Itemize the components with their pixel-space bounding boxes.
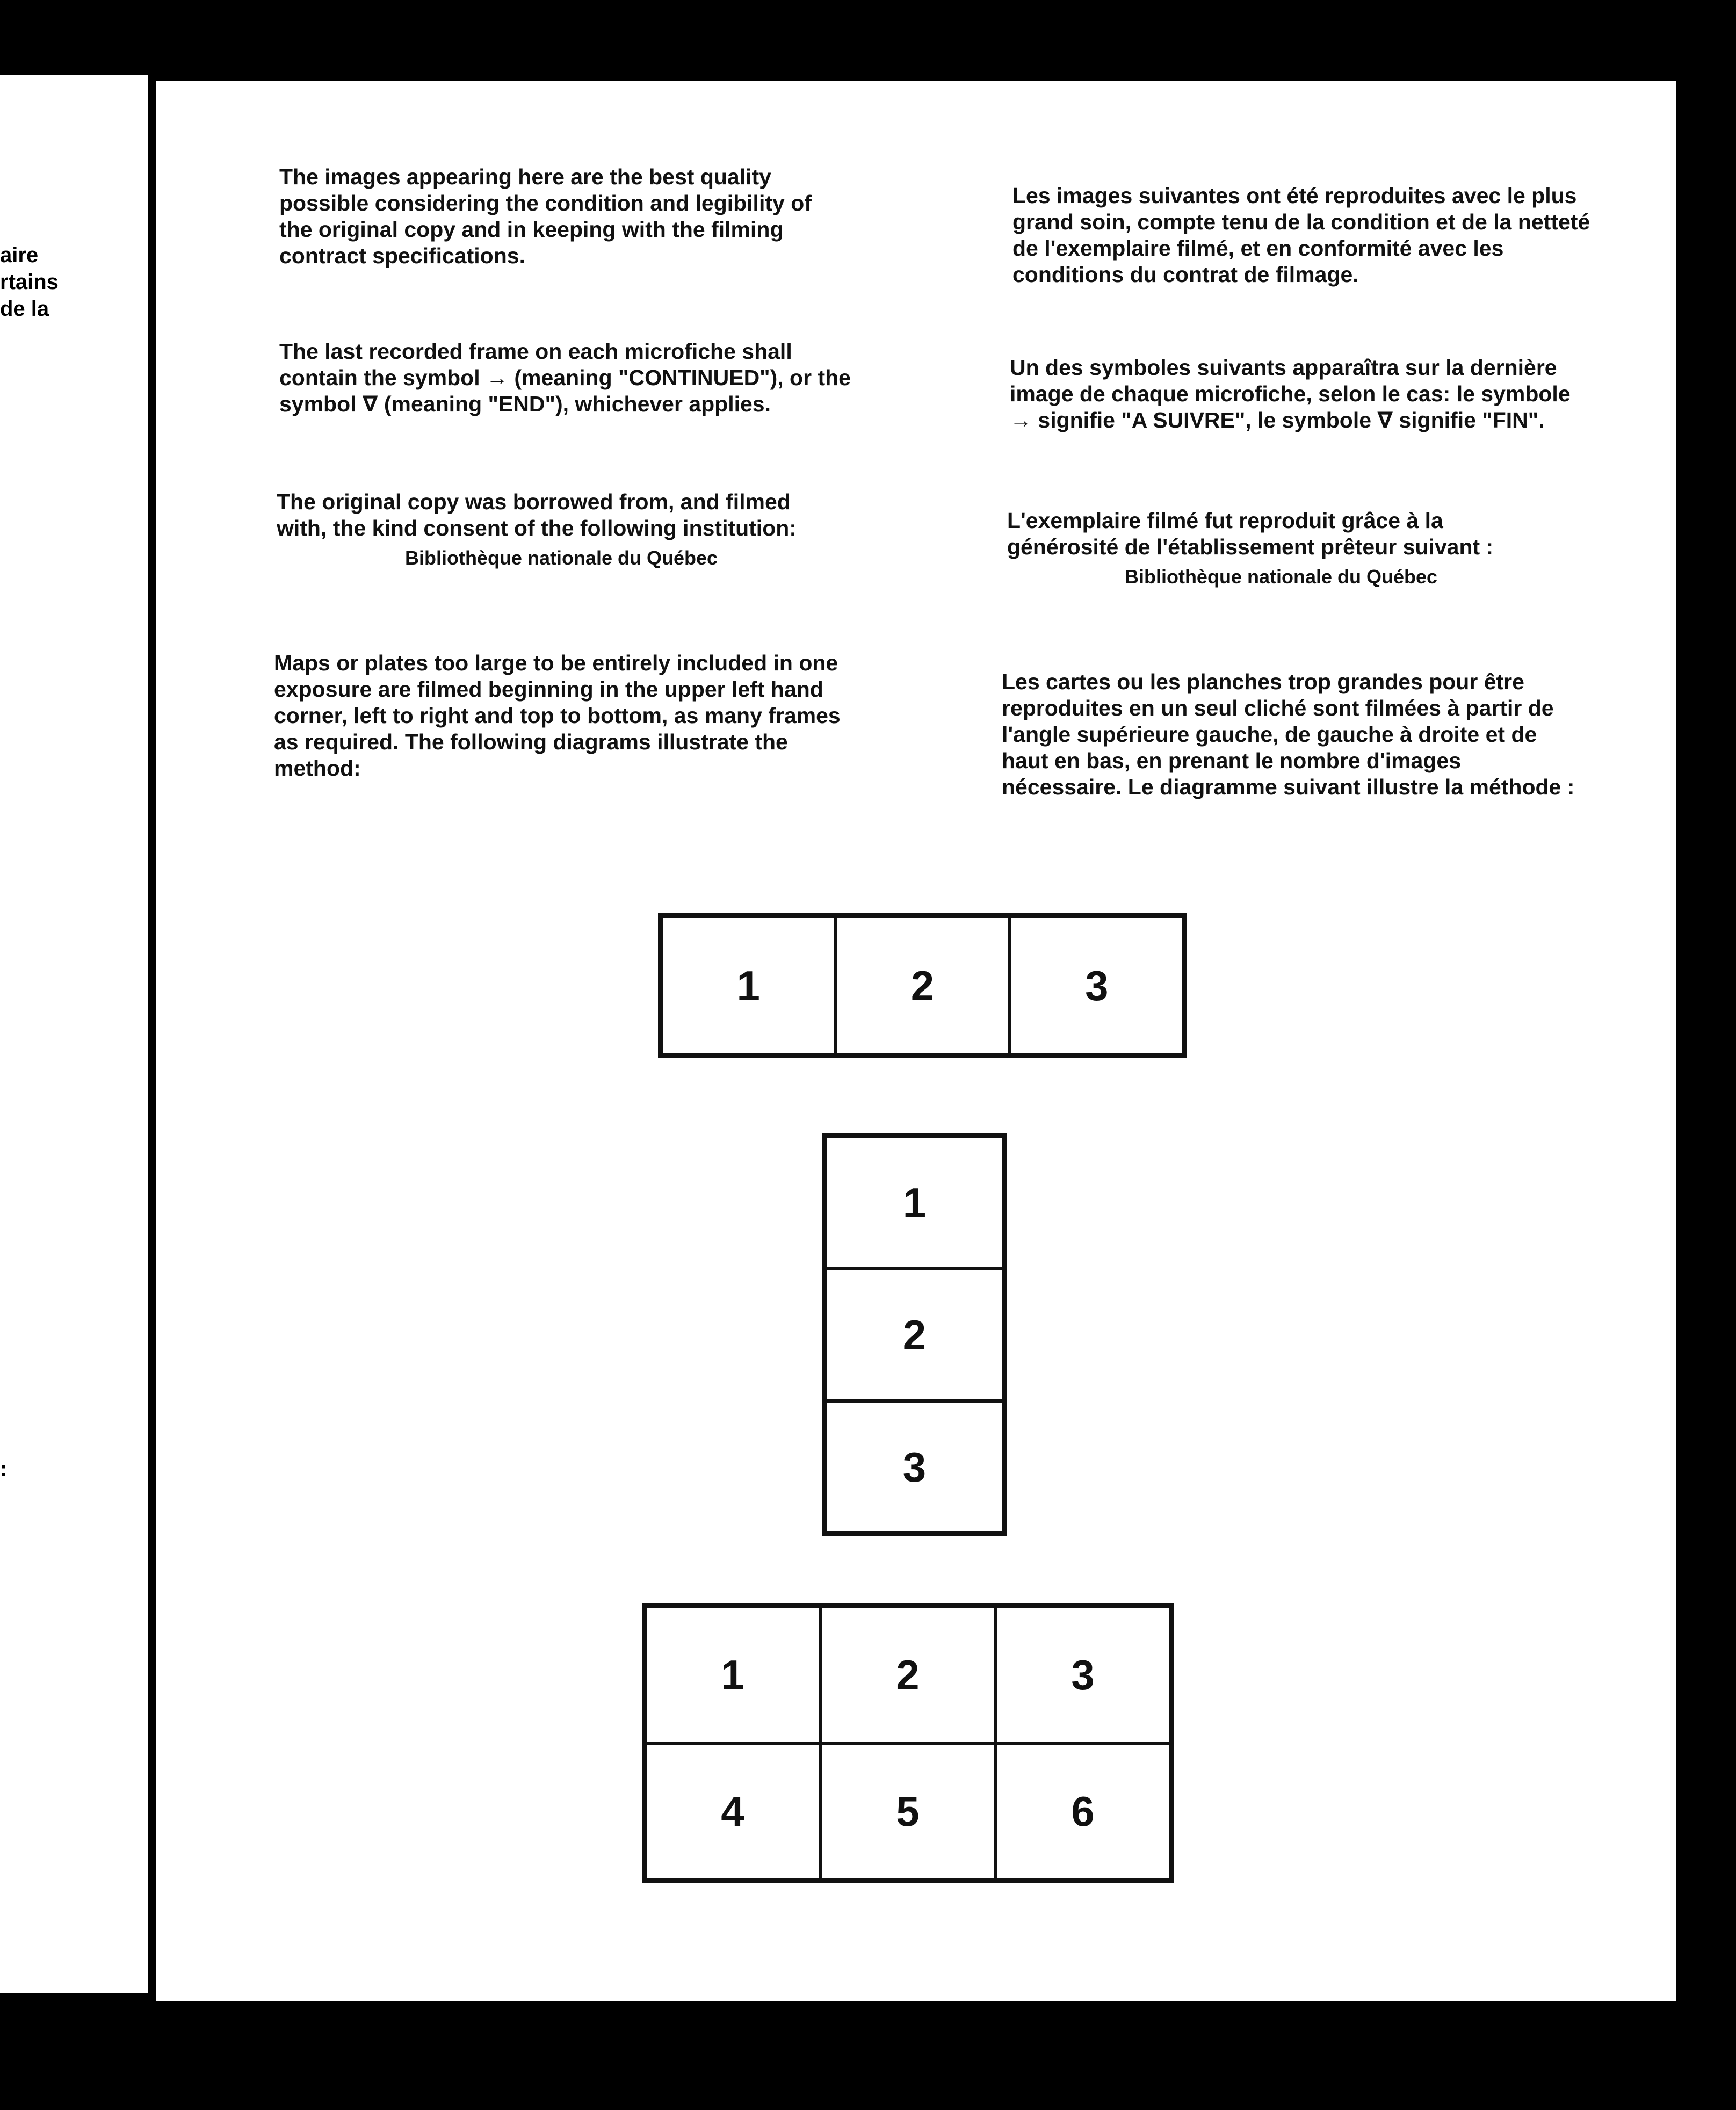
english-symbol-paragraph: The last recorded frame on each microfiche shall contain the symbol → (meaning "CONTINUED"), or the symbol ∇ (meaning "END"), whichever applies. <box>279 339 851 416</box>
diagram-row-cell-1: 1 <box>661 916 835 1055</box>
french-institution-name: Bibliothèque nationale du Québec <box>1124 566 1438 588</box>
diagram-column-cell-2: 2 <box>825 1269 1004 1401</box>
english-maps-column <box>274 650 849 782</box>
diagram-grid-cell-5: 5 <box>820 1743 995 1880</box>
french-institution-column <box>1007 508 1555 590</box>
diagram-column-cell-3: 3 <box>825 1401 1004 1533</box>
prev-page-line-3: de la <box>0 297 49 321</box>
english-column <box>279 164 849 269</box>
diagram-row <box>658 913 1187 1058</box>
diagram-grid-cell-2: 2 <box>820 1607 995 1743</box>
english-maps-paragraph: Maps or plates too large to be entirely included in one exposure are filmed beginning in the upper left hand corner, left to right and top to bottom, as many frames as required. The following diagrams illustrate the method: <box>274 651 841 781</box>
french-maps-paragraph: Les cartes ou les planches trop grandes pour être reproduites en un seul cliché sont filmées à partir de l'angle supérieure gauche, de gauche à droite et de haut en bas, en prenant le nombre d'images nécessaire. Le diagramme suivant illustre la méthode : <box>1002 669 1575 799</box>
diagram-grid-cell-6: 6 <box>995 1743 1170 1880</box>
french-symbol-paragraph: Un des symboles suivants apparaîtra sur la dernière image de chaque microfiche, selon le cas: le symbole → signifie "A SUIVRE", le symbole ∇ signifie "FIN". <box>1010 355 1571 432</box>
prev-page-line-2: rtains <box>0 270 59 294</box>
diagram-row-cell-2: 2 <box>835 916 1009 1055</box>
diagram-row-cell-3: 3 <box>1010 916 1184 1055</box>
english-institution-column <box>277 489 846 571</box>
diagram-column <box>822 1133 1007 1536</box>
english-institution-name: Bibliothèque nationale du Québec <box>404 547 718 569</box>
french-maps-column <box>1002 669 1582 800</box>
french-column <box>1012 183 1593 288</box>
diagram-column-cell-1: 1 <box>825 1137 1004 1269</box>
prev-page-stray-mark: : <box>0 1457 8 1481</box>
diagram-grid-cell-1: 1 <box>645 1607 820 1743</box>
diagram-grid-cell-4: 4 <box>645 1743 820 1880</box>
french-symbol-column <box>1010 355 1590 433</box>
previous-page-edge <box>0 75 148 1993</box>
diagram-grid <box>642 1603 1174 1883</box>
french-consent-paragraph: L'exemplaire filmé fut reproduit grâce à la générosité de l'établissement prêteur suivant : <box>1007 508 1494 559</box>
english-symbol-column <box>279 338 859 417</box>
prev-page-line-1: aire <box>0 243 39 267</box>
english-quality-paragraph: The images appearing here are the best quality possible considering the condition and legibility of the original copy and in keeping with the filming contract specifications. <box>279 164 812 268</box>
french-quality-paragraph: Les images suivantes ont été reproduites avec le plus grand soin, compte tenu de la condition et de la netteté de l'exemplaire filmé, et en conformité avec les conditions du contrat de filmage. <box>1012 183 1590 287</box>
diagram-grid-cell-3: 3 <box>995 1607 1170 1743</box>
english-consent-paragraph: The original copy was borrowed from, and filmed with, the kind consent of the following institution: <box>277 489 797 540</box>
